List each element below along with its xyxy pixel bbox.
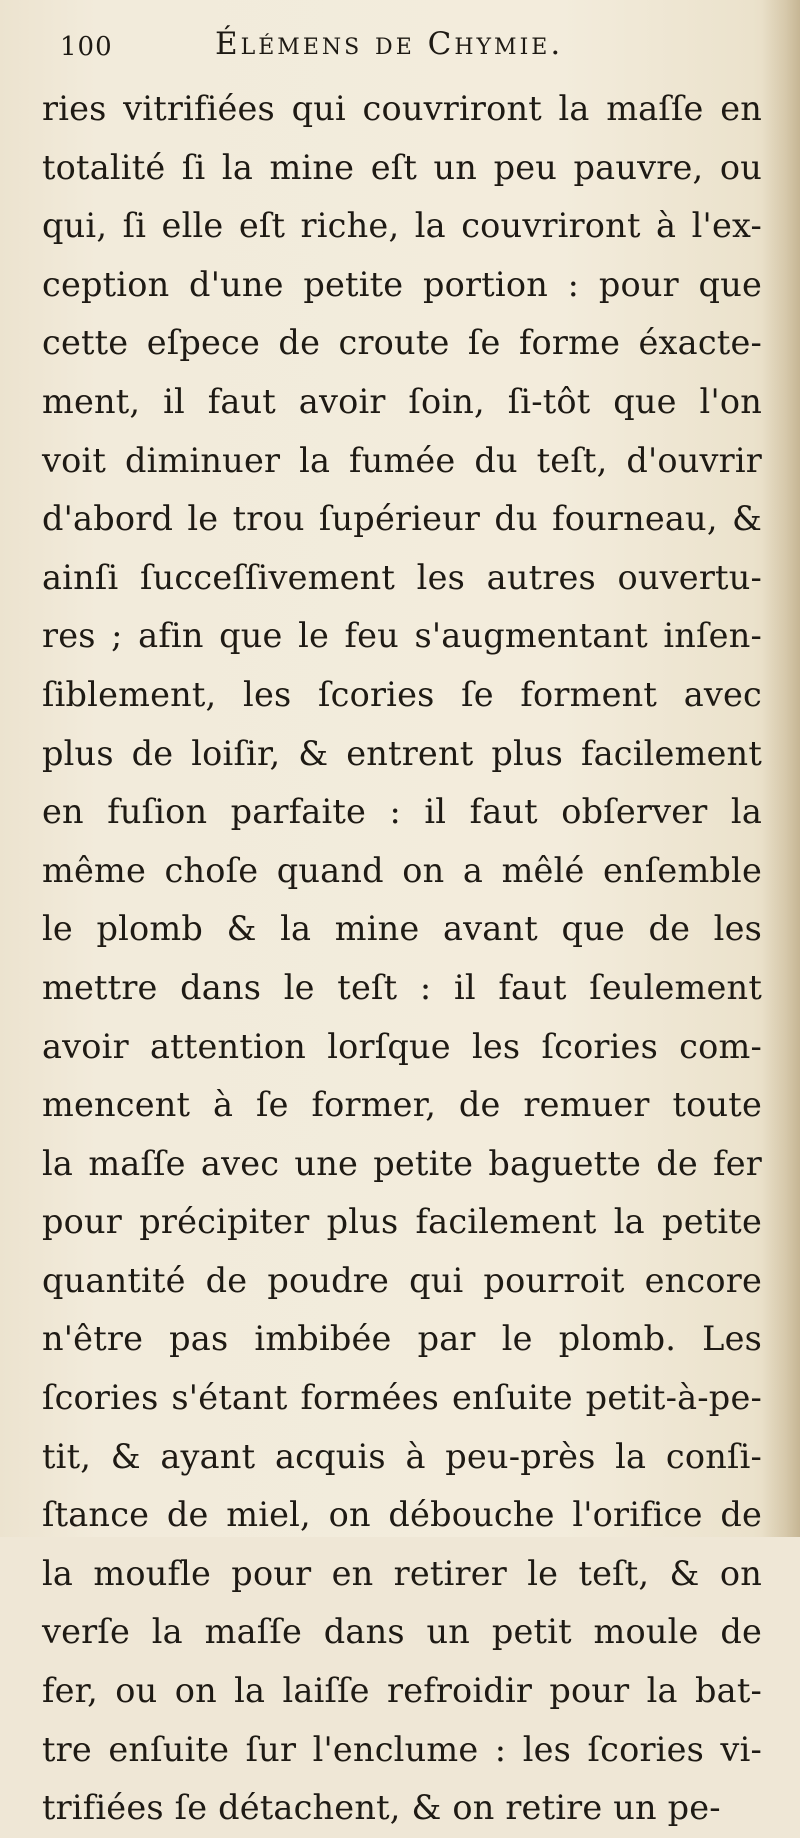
text-line: ception d'une petite portion : pour que (42, 264, 762, 304)
text-line: fer, ou on la laiſſe refroidir pour la bat- (42, 1671, 762, 1711)
text-line: pour précipiter plus facilement la petite (42, 1202, 762, 1242)
text-line: mencent à ſe former, de remuer toute (42, 1085, 762, 1125)
text-line: même choſe quand on a mêlé enſemble (42, 850, 762, 890)
text-line: ſiblement, les ſcories ſe forment avec (42, 674, 762, 714)
text-line: quantité de poudre qui pourroit encore (42, 1260, 762, 1300)
text-line: cette eſpece de croute ſe forme éxacte- (42, 323, 762, 363)
page-header (60, 22, 780, 72)
text-line: ries vitrifiées qui couvriront la maſſe en (42, 89, 762, 128)
text-line: res ; afin que le feu s'augmentant inſen- (42, 616, 762, 656)
body-text (42, 80, 762, 1838)
page-edge-shadow (762, 0, 800, 1537)
text-line: d'abord le trou ſupérieur du fourneau, & (42, 499, 762, 539)
text-line: la maſſe avec une petite baguette de fer (42, 1143, 762, 1183)
text-line: n'être pas imbibée par le plomb. Les (42, 1319, 762, 1359)
text-line: verſe la maſſe dans un petit moule de (42, 1612, 762, 1652)
text-line: totalité ſi la mine eſt un peu pauvre, ou (42, 147, 762, 187)
text-line: ſtance de miel, on débouche l'orifice de (42, 1495, 762, 1535)
text-line: en fuſion parfaite : il faut obſerver la (42, 792, 762, 832)
text-line: qui, ſi elle eſt riche, la couvriront à l'ex- (42, 206, 762, 246)
running-title: Élémens de Chymie. (215, 26, 564, 62)
text-line: trifiées ſe détachent, & on retire un pe- (42, 1788, 721, 1828)
text-line: ainſi ſucceſſivement les autres ouvertu- (42, 557, 762, 597)
text-line: ment, il faut avoir ſoin, ſi-tôt que l'on (42, 381, 762, 421)
text-line: mettre dans le teſt : il faut ſeulement (42, 967, 762, 1007)
text-line: tit, & ayant acquis à peu-près la conſi- (42, 1436, 762, 1476)
text-line: tre enſuite ſur l'enclume : les ſcories vi- (42, 1729, 762, 1769)
page-number: 100 (60, 32, 113, 62)
text-line: ſcories s'étant formées enſuite petit-à-pe- (42, 1378, 762, 1418)
text-line: avoir attention lorſque les ſcories com- (42, 1026, 762, 1066)
text-line: plus de loiſir, & entrent plus facilement (42, 733, 762, 773)
text-line: la moufle pour en retirer le teſt, & on (42, 1553, 762, 1593)
text-line: voit diminuer la fumée du teſt, d'ouvrir (42, 440, 762, 480)
text-line: le plomb & la mine avant que de les (42, 909, 762, 949)
